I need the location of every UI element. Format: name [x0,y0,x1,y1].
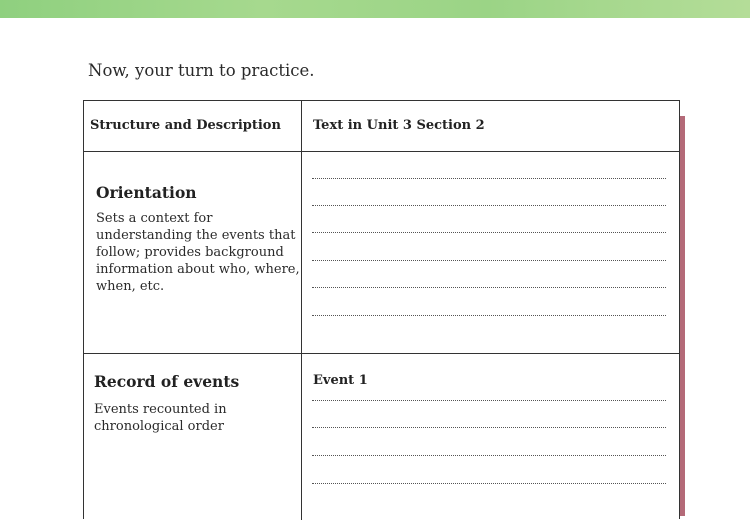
writing-line[interactable] [312,232,666,233]
practice-table [83,100,680,520]
writing-line[interactable] [312,455,666,456]
table-column-divider [83,100,302,520]
header-text-unit-section: Text in Unit 3 Section 2 [313,118,485,133]
record-of-events-description: Events recounted in chronological order [94,402,227,434]
header-structure-description: Structure and Description [90,118,281,133]
top-decorative-band [0,0,750,18]
header-divider [83,151,680,152]
orientation-description: Sets a context for understanding the events that follow; provides background information about who, where, when, etc. [96,211,300,294]
writing-line[interactable] [312,427,666,428]
orientation-title: Orientation [96,183,197,202]
writing-line[interactable] [312,178,666,179]
writing-line[interactable] [312,287,666,288]
table-side-accent [680,116,685,516]
writing-line[interactable] [312,315,666,316]
record-of-events-title: Record of events [94,372,240,391]
row-divider [83,353,680,354]
writing-line[interactable] [312,260,666,261]
writing-line[interactable] [312,400,666,401]
writing-line[interactable] [312,205,666,206]
intro-text: Now, your turn to practice. [88,61,315,80]
event-1-label: Event 1 [313,373,368,388]
writing-line[interactable] [312,483,666,484]
